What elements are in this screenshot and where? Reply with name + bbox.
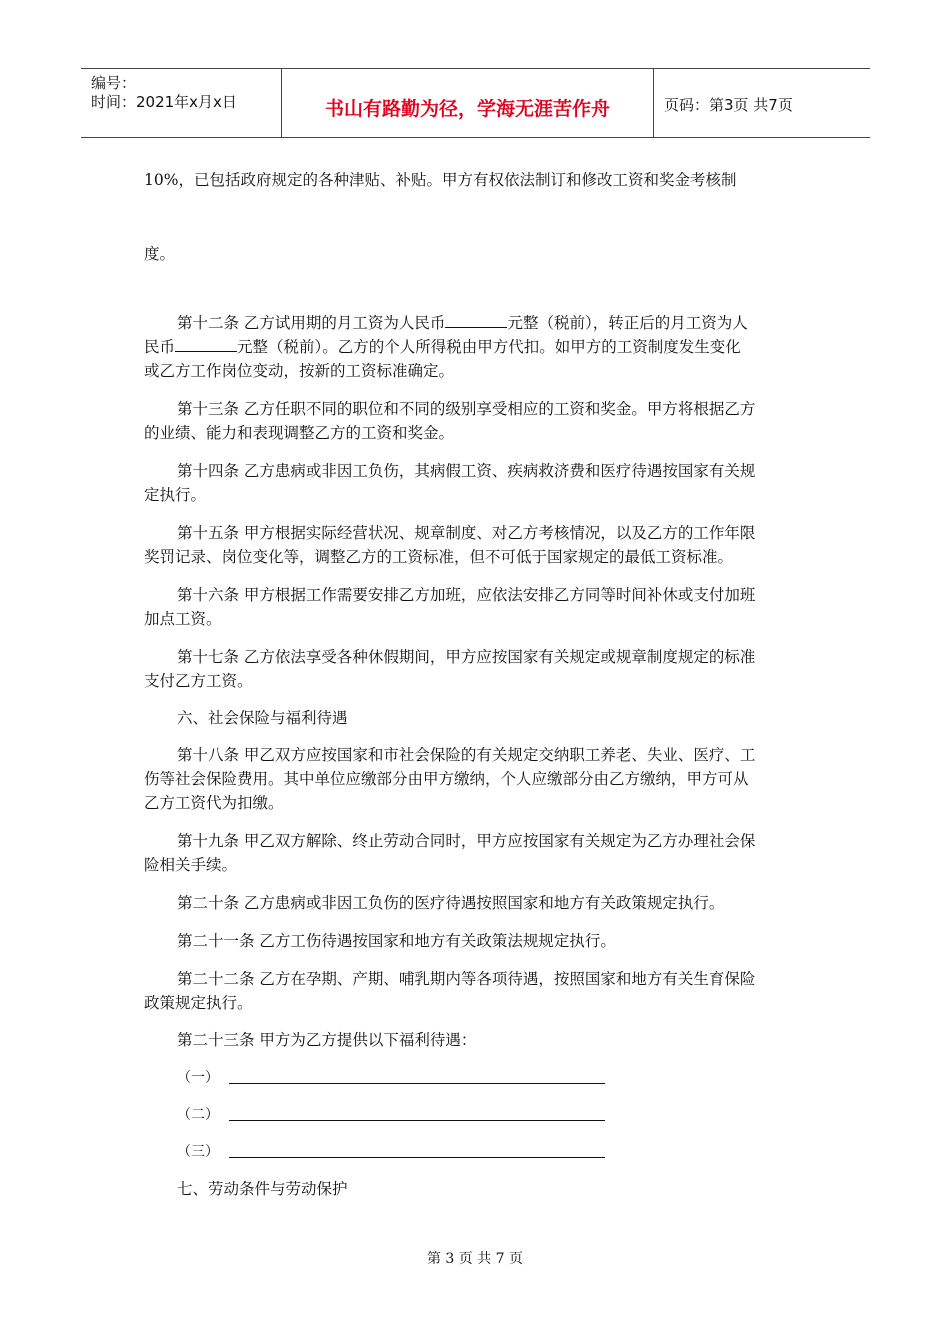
header-page-cell — [654, 69, 870, 137]
paragraph-line: 定执行。 — [144, 486, 207, 504]
paragraph-line: 乙方工资代为扣缴。 — [144, 794, 284, 812]
header-motto-cell — [282, 69, 654, 137]
article-12-line-1: 第十二条 乙方试用期的月工资为人民币 元整（税前），转正后的月工资为人 — [177, 314, 748, 332]
section-heading: 六、社会保险与福利待遇 — [177, 709, 348, 727]
paragraph-line: 第十九条 甲乙双方解除、终止劳动合同时，甲方应按国家有关规定为乙方办理社会保 — [177, 832, 756, 850]
paragraph-line: 第二十一条 乙方工伤待遇按国家和地方有关政策法规规定执行。 — [177, 932, 616, 950]
paragraph-line: 第十五条 甲方根据实际经营状况、规章制度、对乙方考核情况，以及乙方的工作年限 — [177, 524, 756, 542]
paragraph-line: 第十三条 乙方任职不同的职位和不同的级别享受相应的工资和奖金。甲方将根据乙方 — [177, 400, 756, 418]
header-page-number: 页码：第3页 共7页 — [664, 96, 793, 114]
benefit-blank-line — [229, 1120, 605, 1121]
paragraph-line: 政策规定执行。 — [144, 994, 253, 1012]
paragraph-line: 10%，已包括政府规定的各种津贴、补贴。甲方有权依法制订和修改工资和奖金考核制 — [144, 171, 737, 189]
paragraph-line: 伤等社会保险费用。其中单位应缴部分由甲方缴纳，个人应缴部分由乙方缴纳，甲方可从 — [144, 770, 749, 788]
paragraph-line: 加点工资。 — [144, 610, 222, 628]
document-number: 编号： — [91, 74, 137, 92]
blank-underline — [175, 337, 237, 352]
paragraph-line: 的业绩、能力和表现调整乙方的工资和奖金。 — [144, 424, 455, 442]
benefit-blank-line — [229, 1157, 605, 1158]
paragraph-line: 第十七条 乙方依法享受各种休假期间，甲方应按国家有关规定或规章制度规定的标准 — [177, 648, 756, 666]
header-info-cell — [81, 69, 282, 137]
paragraph-line: 第十八条 甲乙双方应按国家和市社会保险的有关规定交纳职工养老、失业、医疗、工 — [177, 746, 756, 764]
paragraph-line: 奖罚记录、岗位变化等，调整乙方的工资标准，但不可低于国家规定的最低工资标准。 — [144, 548, 734, 566]
blank-underline — [445, 313, 507, 328]
document-header — [81, 68, 870, 138]
paragraph-line: 支付乙方工资。 — [144, 672, 253, 690]
paragraph-line: 第二十二条 乙方在孕期、产期、哺乳期内等各项待遇，按照国家和地方有关生育保险 — [177, 970, 756, 988]
paragraph-line: 第二十三条 甲方为乙方提供以下福利待遇： — [177, 1031, 477, 1049]
paragraph-line: 第二十条 乙方患病或非因工负伤的医疗待遇按照国家和地方有关政策规定执行。 — [177, 894, 725, 912]
paragraph-line: 第十四条 乙方患病或非因工负伤，其病假工资、疾病救济费和医疗待遇按国家有关规 — [177, 462, 756, 480]
paragraph-line: 险相关手续。 — [144, 856, 238, 874]
paragraph-line: 或乙方工作岗位变动，按新的工资标准确定。 — [144, 362, 455, 380]
benefit-blank-line — [229, 1083, 605, 1084]
benefit-item-label: （二） — [177, 1107, 219, 1123]
motto: 书山有路勤为径，学海无涯苦作舟 — [324, 98, 610, 120]
paragraph-line: 第十六条 甲方根据工作需要安排乙方加班，应依法安排乙方同等时间补休或支付加班 — [177, 586, 756, 604]
section-heading: 七、劳动条件与劳动保护 — [177, 1180, 348, 1198]
benefit-item-label: （三） — [177, 1144, 219, 1160]
benefit-item-label: （一） — [177, 1070, 219, 1086]
document-date: 时间：2021年x月x日 — [91, 93, 237, 111]
footer-page-number: 第 3 页 共 7 页 — [426, 1251, 524, 1267]
article-12-line-2: 民币 元整（税前）。乙方的个人所得税由甲方代扣。如甲方的工资制度发生变化 — [144, 338, 741, 356]
paragraph-line: 度。 — [144, 245, 176, 263]
